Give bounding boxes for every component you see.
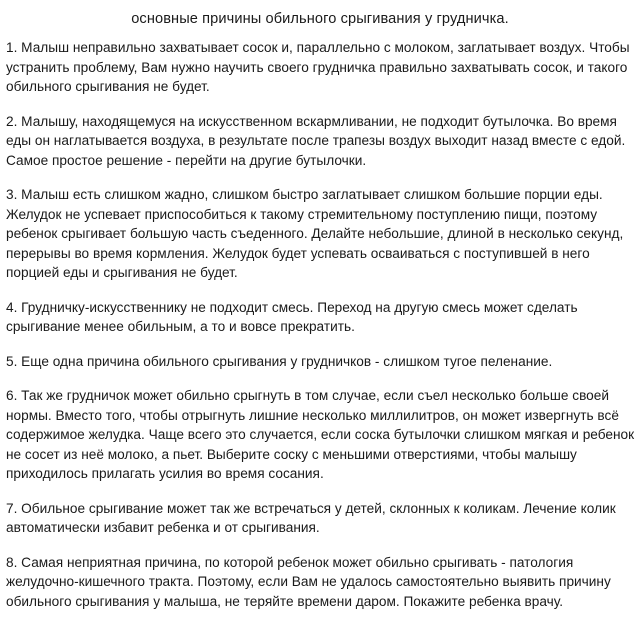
reason-line: ребенок срыгивает большую часть съеденного. Делайте небольшие, длиной в несколько секунд, (6, 226, 624, 241)
reason-line: устранить проблему, Вам нужно научить своего грудничка правильно захватывать сосок, и такого (6, 59, 628, 75)
reason-line: содержимое желудка. Чаще всего это случается, если соска бутылочки слишком мягкая и ребенок (6, 427, 635, 442)
reason-line: обильного срыгивания у малыша, не теряйте времени даром. Покажите ребенка врачу. (6, 593, 564, 609)
reason-line: 2. Малышу, находящемуся на искусственном вскармливании, не подходит бутылочка. Во время (6, 113, 617, 129)
reason-line: срыгивание менее обильным, а то и вовсе прекратить. (6, 319, 355, 334)
reason-line: Желудок не успевает приспособиться к такому стремительному поступлению пищи, поэтому (6, 206, 598, 222)
reason-line: 7. Обильное срыгивание может так же встречаться у детей, склонных к коликам. Лечение колик (6, 500, 616, 516)
reason-line: не сосет из неё молоко, а пьет. Выберите соску с меньшими отверстиями, чтобы малышу (6, 446, 577, 462)
reason-item-3 (6, 185, 636, 283)
reason-line: 8. Самая неприятная причина, по которой ребенок может обильно срыгивать - патология (6, 554, 574, 570)
reason-item-4 (6, 298, 636, 337)
reason-line: еды он наглатывается воздуха, в результате после трапезы воздух выходит назад вместе с едой. (6, 133, 626, 148)
reason-line: 3. Малыш есть слишком жадно, слишком быстро заглатывает слишком большие порции еды. (6, 187, 603, 202)
reason-item-2 (6, 112, 636, 171)
reason-line: обильного срыгивания не будет. (6, 79, 210, 94)
reason-line: нормы. Вместо того, чтобы отрыгнуть лишние несколько миллилитров, он может извергнуть всё (6, 407, 619, 423)
reason-item-8 (6, 553, 636, 612)
reason-item-5 (6, 352, 636, 372)
reasons-list (6, 38, 636, 626)
reason-line: приходилось прилагать усилия во время сосания. (6, 466, 324, 481)
reason-line: 5. Еще одна причина обильного срыгивания у грудничков - слишком тугое пеленание. (6, 353, 553, 369)
reason-line: порцией еды и срыгивания не будет. (6, 265, 238, 280)
reason-item-1 (6, 38, 636, 97)
reason-line: 4. Грудничку-искусственнику не подходит смесь. Переход на другую смесь может сделать (6, 299, 578, 315)
document-title: основные причины обильного срыгивания у грудничка. (131, 11, 509, 27)
reason-line: автоматически избавит ребенка и от срыгивания. (6, 520, 320, 535)
reason-line: перерывы во время кормления. Желудок будет успевать осваиваться с поступившей в него (6, 245, 590, 261)
reason-line: 6. Так же грудничок может обильно срыгнуть в том случае, если съел несколько больше своей (6, 388, 609, 403)
reason-item-6 (6, 386, 636, 484)
reason-line: желудочно-кишечного тракта. Поэтому, если Вам не удалось самостоятельно выявить причину (6, 574, 611, 589)
reason-line: Самое простое решение - перейти на другие бутылочки. (6, 152, 367, 168)
reason-line: 1. Малыш неправильно захватывает сосок и, параллельно с молоком, заглатывает воздух. Чтобы (6, 40, 630, 55)
reason-item-7 (6, 499, 636, 538)
